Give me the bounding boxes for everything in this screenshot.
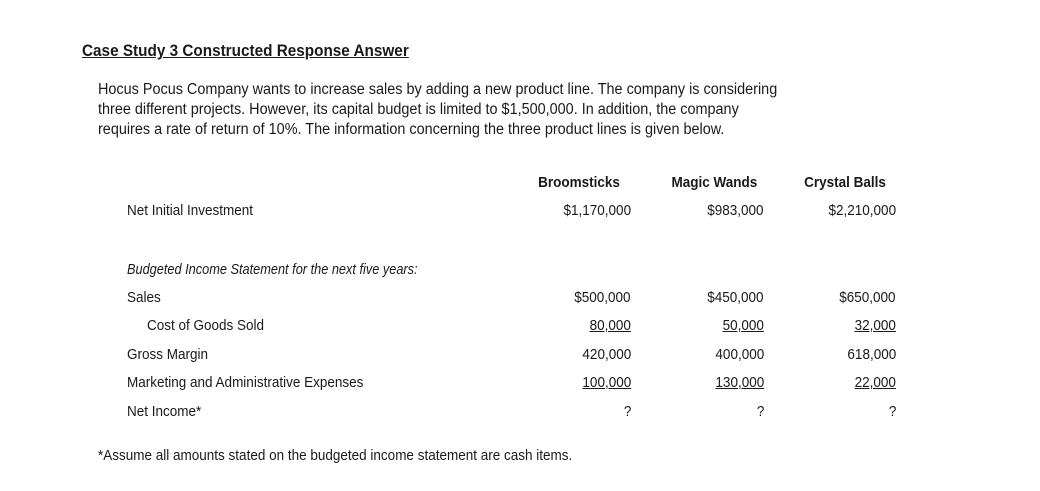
row-value: 400,000: [715, 346, 764, 363]
column-header-broomsticks: Broomsticks: [538, 174, 620, 191]
row-value: $450,000: [707, 289, 764, 306]
row-value: 32,000: [854, 317, 896, 334]
section-heading: Budgeted Income Statement for the next five years:: [127, 261, 418, 278]
row-value: 50,000: [722, 317, 764, 334]
intro-line: three different projects. However, its capital budget is limited to $1,500,000. In addition, the company: [98, 101, 739, 118]
row-value: 22,000: [854, 374, 896, 391]
row-label: Net Income*: [127, 403, 202, 420]
page-title: Case Study 3 Constructed Response Answer: [82, 41, 409, 60]
row-value: 130,000: [715, 374, 764, 391]
row-label: Cost of Goods Sold: [147, 317, 265, 334]
investment-value: $2,210,000: [828, 202, 896, 219]
footnote: *Assume all amounts stated on the budgeted income statement are cash items.: [98, 447, 573, 464]
row-value: 420,000: [582, 346, 631, 363]
column-header-crystal-balls: Crystal Balls: [804, 174, 886, 191]
investment-value: $1,170,000: [563, 202, 631, 219]
row-value: 618,000: [847, 346, 896, 363]
row-value: ?: [623, 403, 631, 420]
row-label: Marketing and Administrative Expenses: [127, 374, 364, 391]
column-header-magic-wands: Magic Wands: [671, 174, 757, 191]
row-value: 100,000: [582, 374, 631, 391]
intro-line: Hocus Pocus Company wants to increase sales by adding a new product line. The company is considering: [98, 81, 778, 98]
investment-value: $983,000: [707, 202, 764, 219]
row-label: Sales: [127, 289, 161, 306]
row-label: Gross Margin: [127, 346, 209, 363]
row-value: $650,000: [839, 289, 896, 306]
investment-label: Net Initial Investment: [127, 202, 254, 219]
row-value: $500,000: [574, 289, 631, 306]
intro-line: requires a rate of return of 10%. The information concerning the three product lines is given below.: [98, 121, 725, 138]
row-value: 80,000: [589, 317, 631, 334]
row-value: ?: [756, 403, 764, 420]
row-value: ?: [888, 403, 896, 420]
